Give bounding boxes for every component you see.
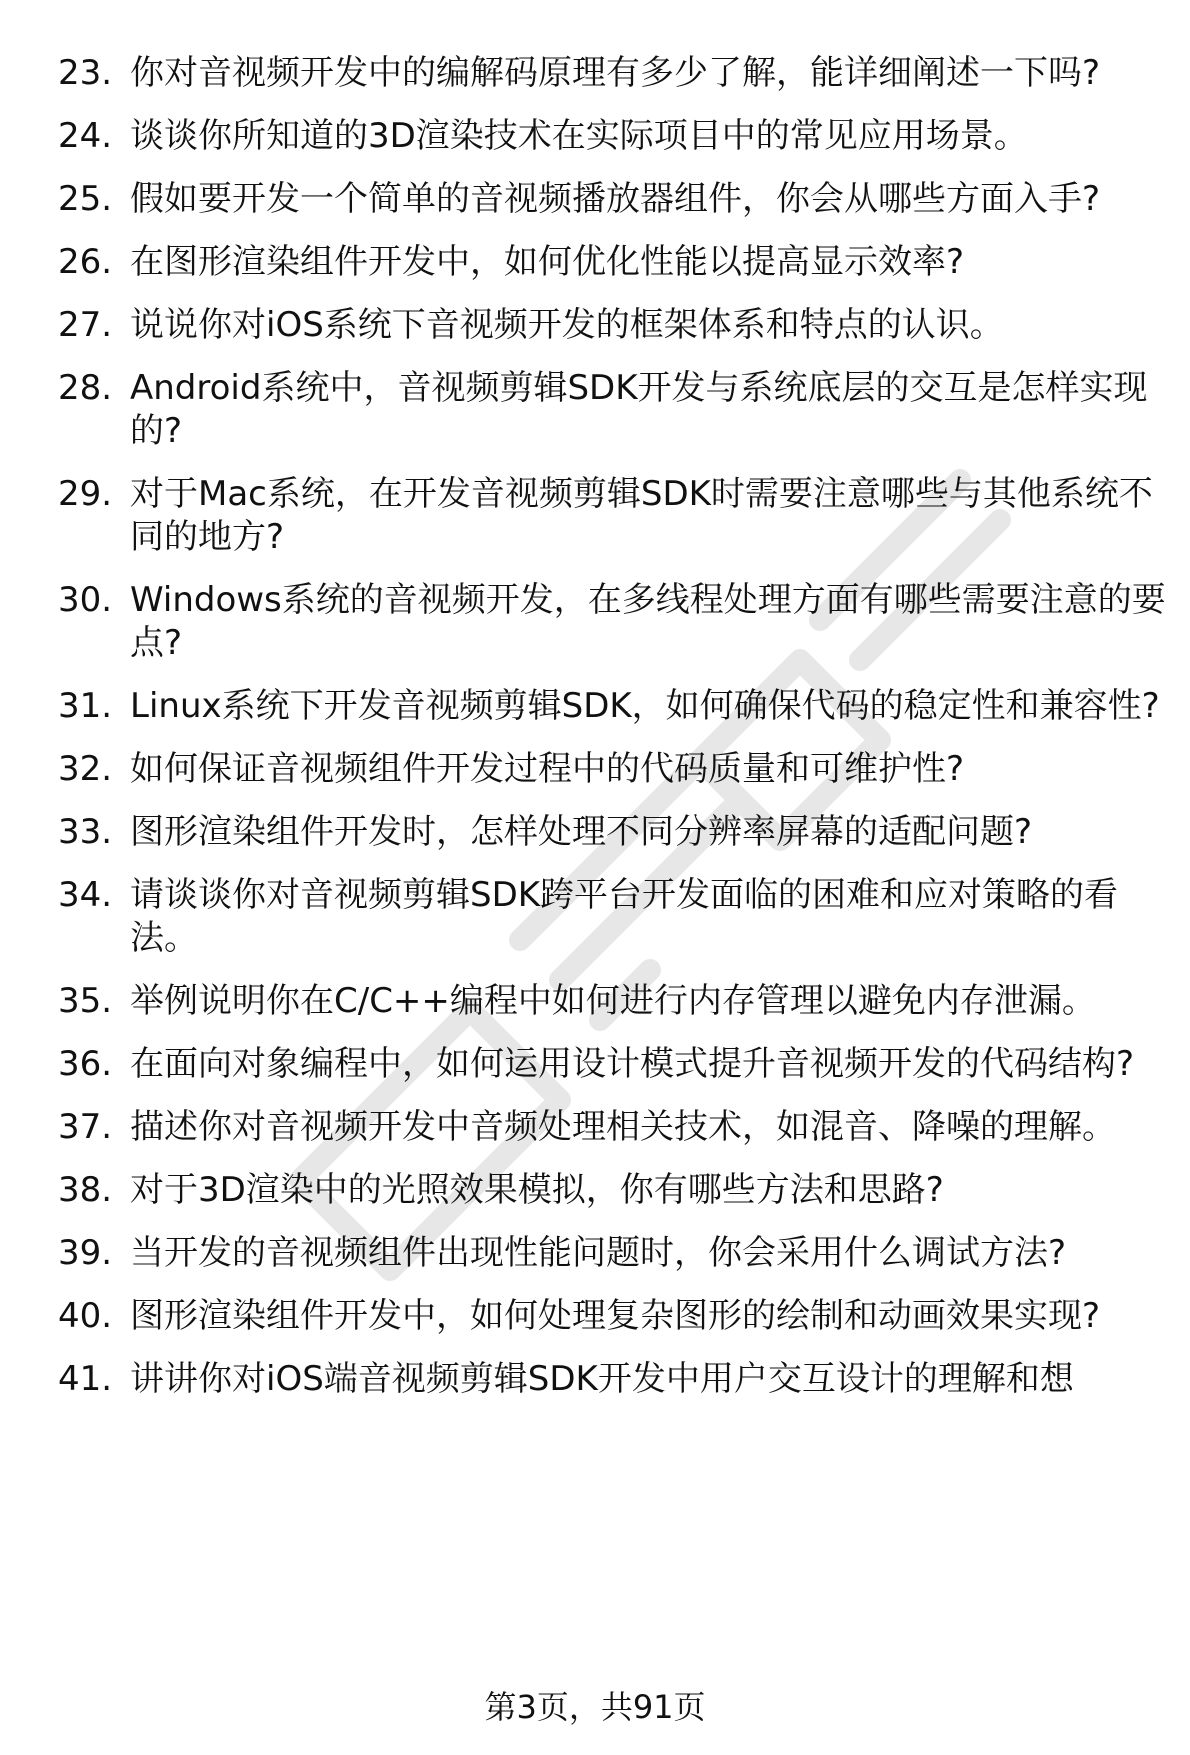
question-text: 谈谈你所知道的3D渲染技术在实际项目中的常见应用场景。 bbox=[130, 116, 1028, 156]
question-number: 38. bbox=[58, 1170, 113, 1210]
list-item bbox=[0, 1358, 1190, 1401]
list-item bbox=[0, 980, 1190, 1023]
question-number: 24. bbox=[58, 116, 113, 156]
list-item bbox=[0, 1295, 1190, 1338]
question-number: 29. bbox=[58, 474, 113, 514]
question-text: Windows系统的音视频开发，在多线程处理方面有哪些需要注意的要点? bbox=[130, 580, 1166, 663]
question-number: 26. bbox=[58, 242, 113, 282]
question-number: 39. bbox=[58, 1233, 113, 1273]
question-text: 你对音视频开发中的编解码原理有多少了解，能详细阐述一下吗? bbox=[130, 53, 1101, 93]
question-number: 31. bbox=[58, 686, 113, 726]
list-item bbox=[0, 579, 1190, 665]
list-item bbox=[0, 241, 1190, 284]
list-item bbox=[0, 1043, 1190, 1086]
question-text: 说说你对iOS系统下音视频开发的框架体系和特点的认识。 bbox=[130, 305, 1004, 345]
question-number: 32. bbox=[58, 749, 113, 789]
question-text: 对于3D渲染中的光照效果模拟，你有哪些方法和思路? bbox=[130, 1170, 944, 1210]
list-item bbox=[0, 748, 1190, 791]
list-item bbox=[0, 115, 1190, 158]
question-text: 如何保证音视频组件开发过程中的代码质量和可维护性? bbox=[130, 749, 965, 789]
list-item bbox=[0, 811, 1190, 854]
question-number: 40. bbox=[58, 1296, 113, 1336]
question-number: 37. bbox=[58, 1107, 113, 1147]
question-text: Linux系统下开发音视频剪辑SDK，如何确保代码的稳定性和兼容性? bbox=[130, 686, 1160, 726]
question-number: 23. bbox=[58, 53, 113, 93]
question-number: 41. bbox=[58, 1359, 113, 1399]
question-text: 在图形渲染组件开发中，如何优化性能以提高显示效率? bbox=[130, 242, 965, 282]
list-item bbox=[0, 367, 1190, 453]
question-number: 36. bbox=[58, 1044, 113, 1084]
question-number: 33. bbox=[58, 812, 113, 852]
question-text: 讲讲你对iOS端音视频剪辑SDK开发中用户交互设计的理解和想 bbox=[130, 1359, 1074, 1399]
question-text: 图形渲染组件开发中，如何处理复杂图形的绘制和动画效果实现? bbox=[130, 1296, 1101, 1336]
page-footer: 第3页，共91页 bbox=[484, 1688, 706, 1726]
list-item bbox=[0, 52, 1190, 95]
question-text: 假如要开发一个简单的音视频播放器组件，你会从哪些方面入手? bbox=[130, 179, 1101, 219]
question-text: 请谈谈你对音视频剪辑SDK跨平台开发面临的困难和应对策略的看法。 bbox=[130, 875, 1119, 958]
question-number: 30. bbox=[58, 580, 113, 620]
list-item bbox=[0, 473, 1190, 559]
list-item bbox=[0, 685, 1190, 728]
question-number: 27. bbox=[58, 305, 113, 345]
question-text: 描述你对音视频开发中音频处理相关技术，如混音、降噪的理解。 bbox=[130, 1107, 1116, 1147]
question-text: 当开发的音视频组件出现性能问题时，你会采用什么调试方法? bbox=[130, 1233, 1067, 1273]
question-text: Android系统中，音视频剪辑SDK开发与系统底层的交互是怎样实现的? bbox=[130, 368, 1148, 451]
list-item bbox=[0, 874, 1190, 960]
question-text: 举例说明你在C/C++编程中如何进行内存管理以避免内存泄漏。 bbox=[130, 981, 1096, 1021]
question-number: 25. bbox=[58, 179, 113, 219]
list-item bbox=[0, 1106, 1190, 1149]
list-item bbox=[0, 178, 1190, 221]
question-number: 28. bbox=[58, 368, 113, 408]
question-number: 34. bbox=[58, 875, 113, 915]
list-item bbox=[0, 1169, 1190, 1212]
question-list bbox=[0, 52, 1190, 1421]
question-text: 在面向对象编程中，如何运用设计模式提升音视频开发的代码结构? bbox=[130, 1044, 1135, 1084]
question-text: 对于Mac系统，在开发音视频剪辑SDK时需要注意哪些与其他系统不同的地方? bbox=[130, 474, 1153, 557]
question-text: 图形渲染组件开发时，怎样处理不同分辨率屏幕的适配问题? bbox=[130, 812, 1033, 852]
list-item bbox=[0, 1232, 1190, 1275]
question-number: 35. bbox=[58, 981, 113, 1021]
list-item bbox=[0, 304, 1190, 347]
